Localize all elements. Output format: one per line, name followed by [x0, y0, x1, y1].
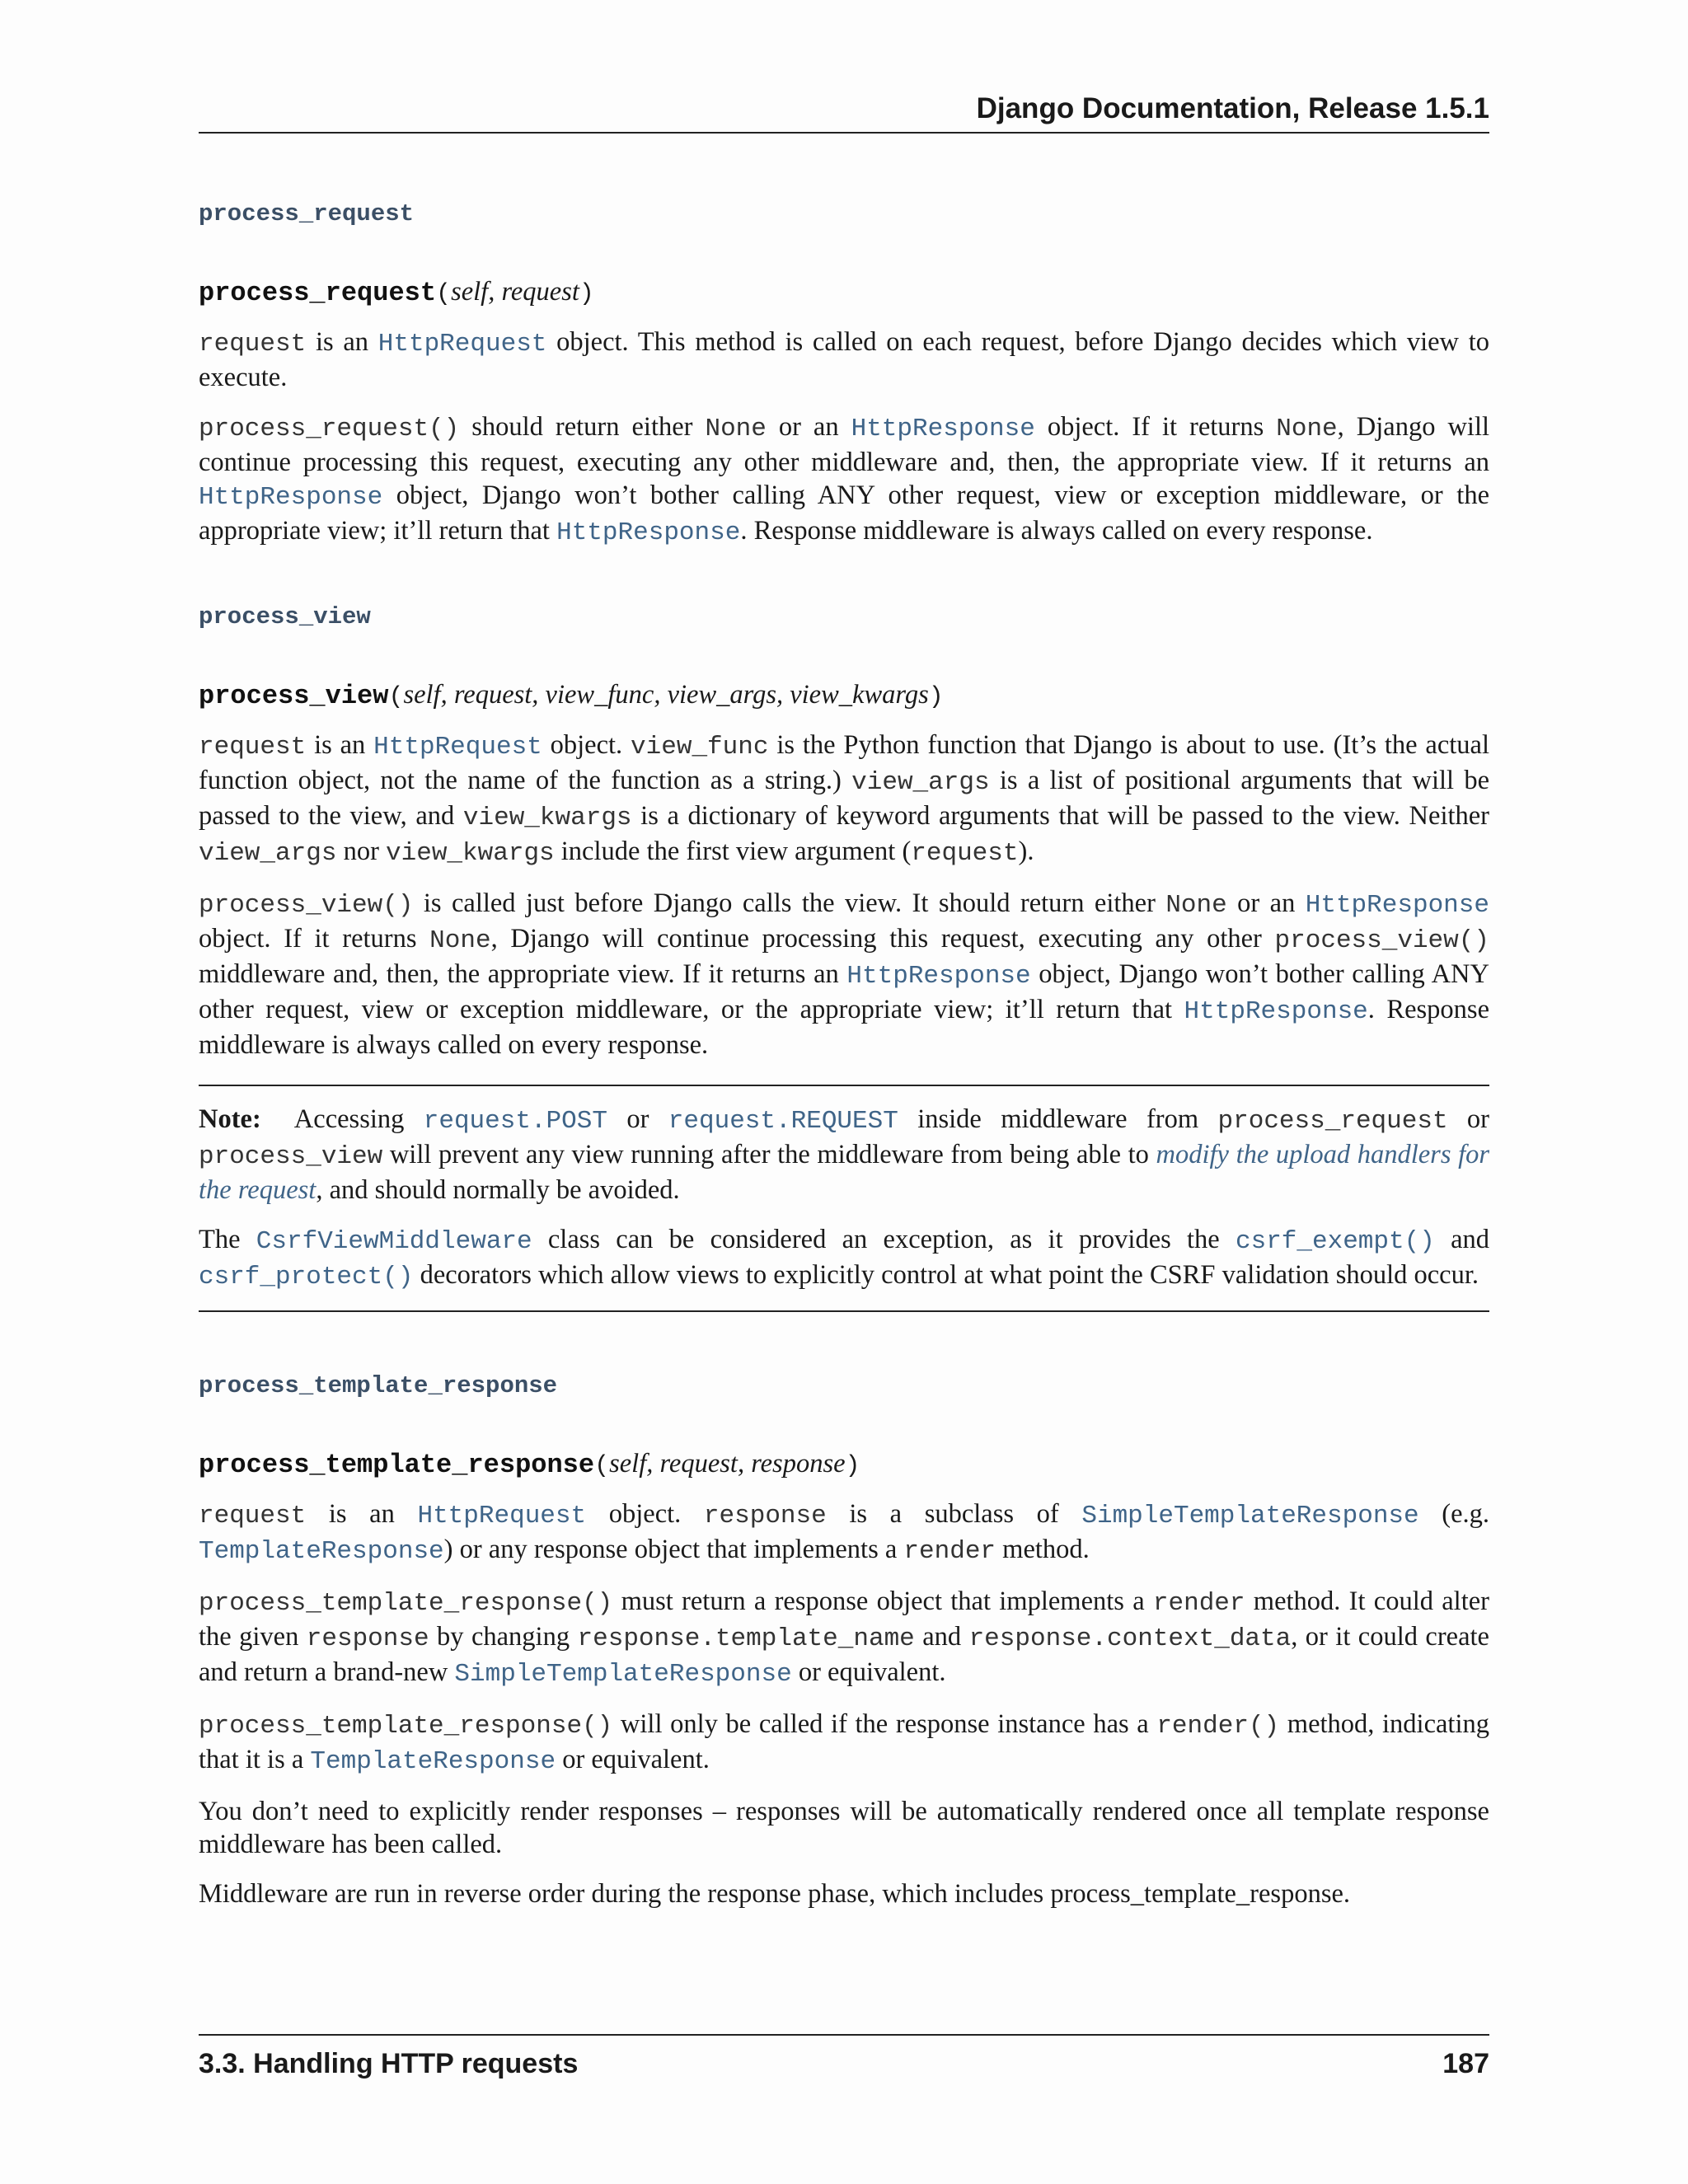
text: is called just before Django calls the view. It should return either [413, 888, 1166, 918]
page-header [199, 92, 1489, 134]
paragraph [199, 729, 1489, 870]
signature-process-template-response [199, 1447, 1489, 1483]
signature-process-view [199, 678, 1489, 714]
rubric-process-view: process_view [199, 603, 371, 630]
code-literal: view_args [851, 768, 990, 797]
signature-name: process_template_response [199, 1450, 595, 1480]
text: object. This method is called on each request, before Django decides which view to execute. [199, 327, 1489, 392]
code-literal: process_request [1217, 1107, 1448, 1136]
signature-close-paren: ) [845, 1452, 860, 1480]
paragraph [199, 1585, 1489, 1691]
code-literal: view_kwargs [386, 839, 555, 868]
text: or [1447, 1104, 1489, 1134]
code-literal: response [703, 1502, 827, 1530]
code-literal: process_template_response() [199, 1589, 613, 1618]
text: object. [586, 1499, 704, 1529]
link-csrf-protect[interactable]: csrf_protect() [199, 1263, 414, 1291]
text: will only be called if the response instance has a [612, 1709, 1157, 1739]
text: , and should normally be avoided. [316, 1175, 680, 1205]
text: include the first view argument ( [554, 837, 912, 866]
text: and [914, 1622, 969, 1652]
paragraph [199, 410, 1489, 550]
code-literal: request [199, 330, 307, 359]
text: object. [542, 730, 631, 760]
link-csrfviewmiddleware[interactable]: CsrfViewMiddleware [256, 1227, 532, 1256]
signature-open-paren: ( [594, 1452, 610, 1480]
text: method, indicating that it is a [199, 1709, 1489, 1774]
code-literal: request [911, 839, 1019, 868]
text: or an [766, 412, 851, 442]
text: will prevent any view running after the middleware from being able to [382, 1140, 1156, 1169]
signature-name: process_request [199, 278, 437, 308]
paragraph [199, 1708, 1489, 1779]
note-paragraph [199, 1223, 1489, 1294]
code-literal: render [1152, 1589, 1245, 1618]
code-literal: None [705, 415, 767, 443]
code-literal: process_request() [199, 415, 460, 443]
text: inside middleware from [898, 1104, 1218, 1134]
code-literal: view_func [631, 733, 769, 762]
code-literal: None [1276, 415, 1338, 443]
code-literal: process_view() [1274, 926, 1489, 955]
code-literal: render() [1156, 1712, 1280, 1741]
signature-args: self, request [451, 277, 579, 307]
paragraph [199, 326, 1489, 394]
text: decorators which allow views to explicitly control at what point the CSRF validation should occur. [413, 1260, 1479, 1290]
text: by changing [429, 1622, 578, 1652]
footer-page-number: 187 [1442, 2048, 1489, 2079]
text: object, Django won’t bother calling ANY other request, view or exception middleware, or the appropriate view; it’ll return that [199, 480, 1489, 546]
link-httpresponse[interactable]: HttpResponse [1305, 891, 1489, 920]
text: Accessing [293, 1104, 424, 1134]
text: or equivalent. [556, 1745, 710, 1774]
text: object, Django won’t bother calling ANY other request, view or exception middleware, or the appropriate view; it’ll return that [199, 959, 1489, 1024]
code-literal: render [903, 1537, 996, 1566]
link-request-post[interactable]: request.POST [423, 1107, 607, 1136]
text: must return a response object that implements a [612, 1586, 1153, 1616]
note-box [199, 1085, 1489, 1312]
text: object. If it returns [1034, 412, 1277, 442]
link-simpletemplateresponse[interactable]: SimpleTemplateResponse [454, 1660, 792, 1689]
text: is a subclass of [826, 1499, 1082, 1529]
text: should return either [459, 412, 706, 442]
link-httpresponse[interactable]: HttpResponse [1184, 997, 1368, 1026]
link-simpletemplateresponse[interactable]: SimpleTemplateResponse [1081, 1502, 1419, 1530]
text: ) or any response object that implements a [443, 1535, 904, 1564]
text: is an [306, 327, 378, 357]
code-literal: process_view() [199, 891, 414, 920]
link-templateresponse[interactable]: TemplateResponse [199, 1537, 444, 1566]
code-literal: request [199, 733, 307, 762]
link-httprequest[interactable]: HttpRequest [417, 1502, 587, 1530]
code-literal: response.context_data [968, 1624, 1292, 1653]
paragraph: You don’t need to explicitly render responses – responses will be automatically rendered once all template response middleware has been called. [199, 1797, 1489, 1859]
text: or equivalent. [791, 1657, 946, 1687]
note-paragraph [199, 1103, 1489, 1207]
text: is an [306, 730, 374, 760]
rubric-process-template-response: process_template_response [199, 1372, 558, 1399]
text: ). [1018, 837, 1034, 866]
text: object. If it returns [199, 924, 430, 954]
text: , or it could create and return a brand-new [199, 1622, 1489, 1687]
code-literal: process_template_response() [199, 1712, 613, 1741]
link-templateresponse[interactable]: TemplateResponse [310, 1747, 556, 1776]
code-literal: view_kwargs [462, 804, 632, 832]
text: method. It could alter the given [199, 1586, 1489, 1652]
code-literal: response [306, 1624, 429, 1653]
link-upload-handlers[interactable]: modify the upload handlers for the request [199, 1140, 1489, 1205]
signature-open-paren: ( [388, 683, 404, 711]
signature-args: self, request, response [609, 1449, 846, 1479]
link-httpresponse[interactable]: HttpResponse [199, 483, 383, 512]
link-httprequest[interactable]: HttpRequest [377, 330, 547, 359]
text: middleware and, then, the appropriate view. If it returns an [199, 959, 847, 989]
code-literal: response.template_name [577, 1624, 915, 1653]
link-csrf-exempt[interactable]: csrf_exempt() [1235, 1227, 1435, 1256]
code-literal: None [1165, 891, 1227, 920]
link-httpresponse[interactable]: HttpResponse [556, 518, 741, 547]
text: (e.g. [1418, 1499, 1490, 1529]
page-content [199, 198, 1489, 1910]
link-httpresponse[interactable]: HttpResponse [851, 415, 1035, 443]
signature-close-paren: ) [928, 683, 944, 711]
rubric-process-request: process_request [199, 200, 415, 227]
signature-name: process_view [199, 681, 389, 711]
text: . Response middleware is always called on every response. [199, 995, 1489, 1060]
text: or an [1226, 888, 1306, 918]
text: class can be considered an exception, as it provides the [532, 1225, 1236, 1254]
text: nor [336, 837, 387, 866]
text: and [1434, 1225, 1489, 1254]
text: method. [996, 1535, 1090, 1564]
text: , Django will continue processing this request, executing any other middleware and, then, the appropriate view. If it returns an [199, 412, 1489, 477]
code-literal: None [429, 926, 491, 955]
paragraph [199, 1497, 1489, 1568]
text: is a list of positional arguments that will be passed to the view, and [199, 766, 1489, 831]
text: is an [306, 1499, 418, 1529]
link-request-request[interactable]: request.REQUEST [668, 1107, 898, 1136]
code-literal: process_view [199, 1142, 383, 1171]
link-httpresponse[interactable]: HttpResponse [846, 962, 1031, 991]
text: or [607, 1104, 668, 1134]
text: is a dictionary of keyword arguments that will be passed to the view. Neither [631, 801, 1490, 831]
header-title: Django Documentation, Release 1.5.1 [976, 92, 1489, 124]
link-httprequest[interactable]: HttpRequest [373, 733, 542, 762]
signature-close-paren: ) [579, 280, 594, 308]
paragraph [199, 887, 1489, 1062]
signature-process-request [199, 275, 1489, 311]
signature-args: self, request, view_func, view_args, view_kwargs [403, 680, 929, 710]
footer-section-title: 3.3. Handling HTTP requests [199, 2048, 579, 2079]
text: is the Python function that Django is about to use. (It’s the actual function object, not the name of the function as a string.) [199, 730, 1490, 795]
paragraph: Middleware are run in reverse order during the response phase, which includes process_template_response. [199, 1879, 1351, 1909]
text: , Django will continue processing this request, executing any other [490, 924, 1275, 954]
text: The [199, 1225, 256, 1254]
note-label: Note: [199, 1104, 261, 1134]
code-literal: view_args [199, 839, 337, 868]
signature-open-paren: ( [436, 280, 452, 308]
text: . Response middleware is always called on every response. [740, 516, 1373, 546]
code-literal: request [199, 1502, 307, 1530]
page-footer [199, 2034, 1489, 2079]
